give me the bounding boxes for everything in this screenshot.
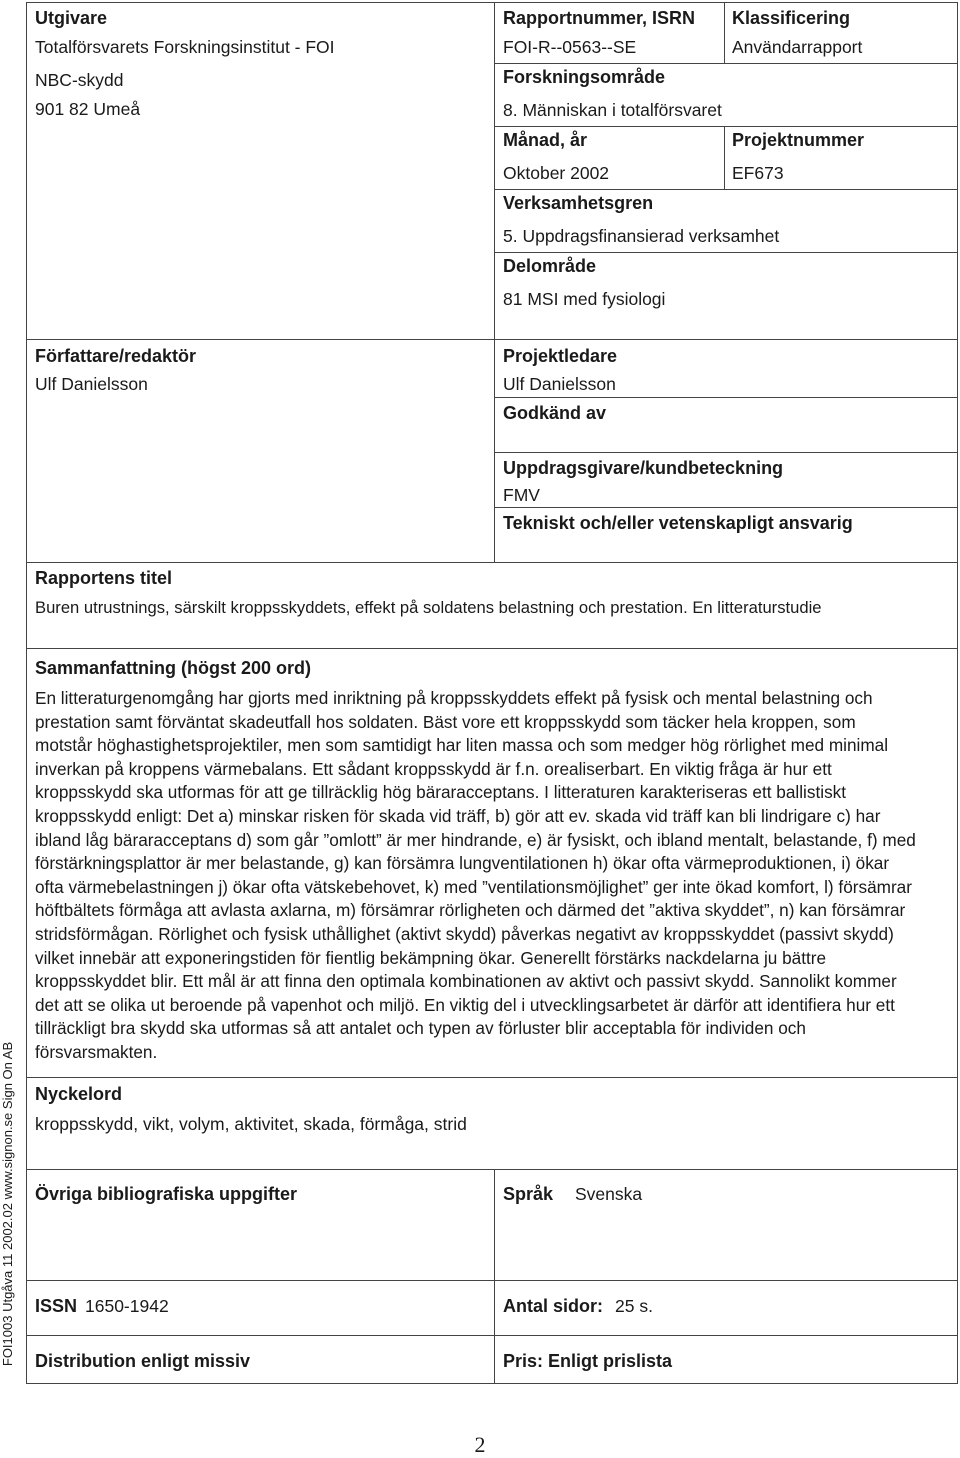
report-number-label: Rapportnummer, ISRN	[503, 8, 696, 28]
report-number-value: FOI-R--0563--SE	[503, 37, 637, 57]
issuer-address: 901 82 Umeå	[35, 99, 141, 119]
row-divider	[26, 562, 958, 563]
issuer-label: Utgivare	[35, 8, 108, 28]
row-divider	[494, 507, 958, 508]
project-number-label: Projektnummer	[732, 130, 865, 150]
business-branch-label: Verksamhetsgren	[503, 193, 654, 213]
distribution-label: Distribution enligt missiv	[35, 1351, 251, 1371]
summary-line: förstärkningsplattor är mer belastande, g) kan försämra lungventilationen h) ökar ofta värmeproduktionen, i) ökar	[35, 853, 890, 874]
pages-label: Antal sidor:	[503, 1296, 604, 1316]
summary-text	[35, 687, 935, 1065]
summary-line: motstår höghastighetsprojektiler, men som samtidigt har liten massa och som medger hög rörlighet med minimal	[35, 735, 889, 756]
issn-value: 1650-1942	[85, 1296, 169, 1316]
summary-line: kroppsskydd enligt: Det a) minskar risken för skada vid träff, b) gör att ev. skada vid träff kan bli lindrigare c) har	[35, 805, 881, 826]
row-divider	[26, 1335, 958, 1336]
author-value: Ulf Danielsson	[35, 374, 148, 394]
responsible-label: Tekniskt och/eller vetenskapligt ansvarig	[503, 513, 853, 533]
column-divider-bottom	[494, 1169, 495, 1384]
summary-line: kroppsskyddet blir. Ett mål är att finna den optimala kombinationen av aktivt och passivt skydd. Sannolikt kommer	[35, 971, 897, 992]
approved-by-label: Godkänd av	[503, 403, 607, 423]
summary-line: prestation samt förväntat skadeutfall hos soldaten. Bäst vore ett kroppsskydd som täcker hela kroppen, som	[35, 711, 856, 732]
row-divider	[26, 339, 958, 340]
summary-line: stridsförmågan. Rörlighet och fysisk uthållighet (aktivt skydd) påverkas negativt av kroppsskyddet (passivt skydd)	[35, 923, 894, 944]
summary-line: höftbältets förmåga att avlasta axlarna, m) försämrar rörligheten och därmed det ”aktiva skyddet”, n) kan försämrar	[35, 900, 906, 921]
row-divider	[26, 1077, 958, 1078]
pages-value: 25 s.	[615, 1296, 653, 1316]
column-divider-project	[724, 126, 725, 189]
month-year-value: Oktober 2002	[503, 163, 610, 183]
summary-label: Sammanfattning (högst 200 ord)	[35, 658, 312, 678]
issuer-dept: NBC-skydd	[35, 70, 124, 90]
summary-line: kroppsskydd ska utformas för att ge tillräcklig hög bäraracceptans. I litteraturen karakteriseras ett ballistiskt	[35, 782, 847, 803]
row-divider	[494, 126, 958, 127]
month-year-label: Månad, år	[503, 130, 588, 150]
row-divider	[494, 252, 958, 253]
subarea-label: Delområde	[503, 256, 597, 276]
author-label: Författare/redaktör	[35, 346, 197, 366]
other-biblio-label: Övriga bibliografiska uppgifter	[35, 1184, 298, 1204]
research-area-value: 8. Människan i totalförsvaret	[503, 100, 722, 120]
language-value: Svenska	[575, 1184, 643, 1204]
issuer-org: Totalförsvarets Forskningsinstitut - FOI	[35, 37, 335, 57]
client-label: Uppdragsgivare/kundbeteckning	[503, 458, 784, 478]
summary-line: ibland låg bäraracceptans d) som går ”omlott” är mer hindrande, e) är fysiskt, och ibland mentalt, belastande, f) med	[35, 829, 916, 850]
price-label: Pris: Enligt prislista	[503, 1351, 673, 1371]
row-divider	[26, 1280, 958, 1281]
classification-value: Användarrapport	[732, 37, 863, 57]
client-value: FMV	[503, 485, 540, 505]
project-leader-value: Ulf Danielsson	[503, 374, 616, 394]
project-leader-label: Projektledare	[503, 346, 618, 366]
page-number: 2	[474, 1432, 486, 1457]
report-title-value: Buren utrustnings, särskilt kroppsskyddets, effekt på soldatens belastning och prestation. En litteraturstudie	[35, 598, 822, 617]
project-number-value: EF673	[732, 163, 784, 183]
row-divider	[494, 452, 958, 453]
row-divider	[494, 189, 958, 190]
row-divider	[26, 1169, 958, 1170]
classification-label: Klassificering	[732, 8, 851, 28]
column-divider	[494, 2, 495, 562]
column-divider-top-right	[724, 2, 725, 63]
summary-line: En litteraturgenomgång har gjorts med inriktning på kroppsskyddets effekt på fysisk och mental belastning och	[35, 688, 873, 708]
subarea-value: 81 MSI med fysiologi	[503, 289, 666, 309]
keywords-value: kroppsskydd, vikt, volym, aktivitet, skada, förmåga, strid	[35, 1114, 467, 1134]
row-divider	[26, 648, 958, 649]
row-divider	[494, 397, 958, 398]
form-id-side-note: FOI1003 Utgåva 11 2002.02 www.signon.se Sign On AB	[0, 1041, 15, 1367]
issn-label: ISSN	[35, 1296, 78, 1316]
summary-line: tillräckligt bra skydd ska utformas så att antalet och typen av förluster blir acceptabla för individen och	[35, 1018, 806, 1039]
summary-line: ofta värmebelastningen j) ökar ofta vätskebehovet, k) med ”ventilationsmöjlighet” ger inte ökad komfort, l) försämrar	[35, 876, 912, 897]
row-divider	[494, 63, 958, 64]
keywords-label: Nyckelord	[35, 1084, 123, 1104]
summary-line: försvarsmakten.	[35, 1041, 158, 1062]
summary-line: vilket innebär att exponeringstiden för fientlig bekämpning ökar. Generellt förstärks nackdelarna ju bättre	[35, 947, 827, 968]
summary-line: det att se olika ut beroende på vapenhot och miljö. En viktig del i utvecklingsarbetet är därför att identifiera hur ett	[35, 994, 895, 1015]
research-area-label: Forskningsområde	[503, 67, 666, 87]
language-label: Språk	[503, 1184, 554, 1204]
summary-line: inverkan på kroppens värmebalans. Ett sådant kroppsskydd är f.n. orealiserbart. En viktig fråga är hur ett	[35, 758, 832, 779]
report-title-label: Rapportens titel	[35, 568, 173, 588]
business-branch-value: 5. Uppdragsfinansierad verksamhet	[503, 226, 780, 246]
